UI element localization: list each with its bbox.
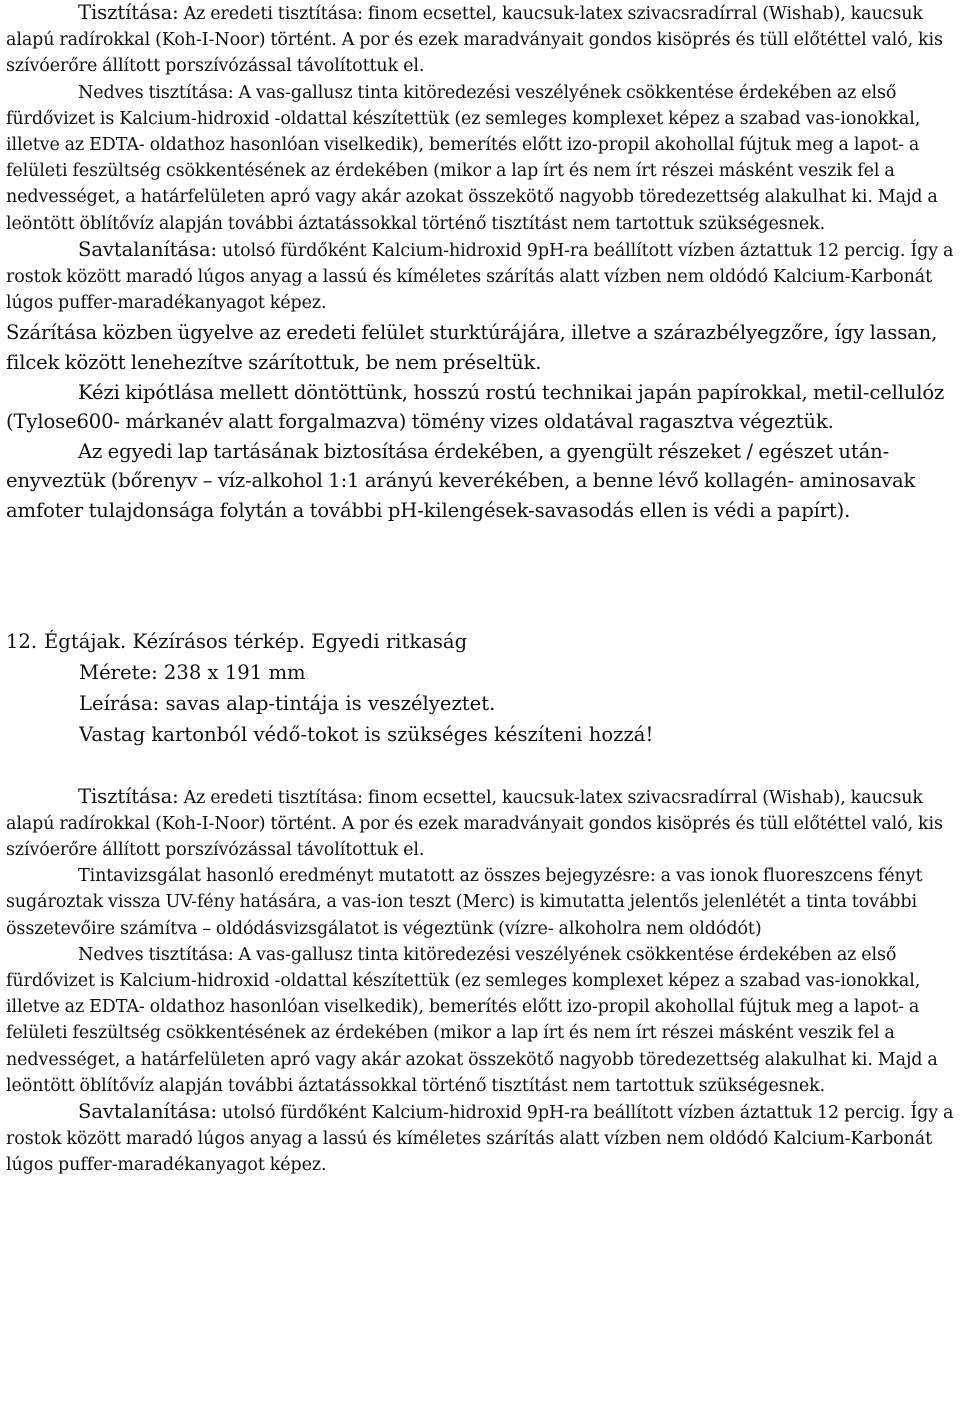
item-size: Mérete: 238 x 191 mm xyxy=(79,660,306,684)
ink-test-paragraph: Tintavizsgálat hasonló eredményt mutatott az összes bejegyzésre: a vas ionok fluoreszcens fényt sugároztak vissza UV-fény hatására, a vas-ion teszt (Merc) is kimutatta jelentős jelenlétét a tinta további összetevőire számítva – oldódásvizsgálatot is végeztünk (vízre- alkoholra nem oldódót) xyxy=(6,866,923,939)
wet-cleaning-paragraph: Nedves tisztítása: A vas-gallusz tinta kitöredezési veszélyének csökkentése érdekében az első fürdővizet is Kalcium-hidroxid -oldattal készítettük (ez semleges komplexet képez a szabad vas-ionokkal, illetve az EDTA- oldathoz hasonlóan viselkedik), bemerítés előtt izo-propil akohollal fújtuk meg a lapot- a felületi feszültség csökkentésének az érdekében (mikor a lap írt és nem írt részei másként veszik fel a nedvességet, a határfelületen apró vagy akár azokat összekötő nagyobb töredezettség alakulhat ki. Majd a leöntött öblítővíz alapján további áztatássokkal történő tisztítást nem tartottuk szükségesnek. xyxy=(6,82,938,234)
deacidification-label: Savtalanítása: xyxy=(78,237,218,261)
cleaning-label-2: Tisztítása: xyxy=(78,784,179,808)
cleaning-label: Tisztítása: xyxy=(78,1,179,24)
deacidification-paragraph xyxy=(6,237,954,317)
cleaning-paragraph xyxy=(6,0,954,80)
cleaning-text: Az eredeti tisztítása: finom ecsettel, kaucsuk-latex szivacsradírral (Wishab), kaucsuk alapú radírokkal (Koh-I-Noor) történt. A por és ezek maradványait gondos kisöprés és tüll előtéttel való, kis szívóerőre állított porszívózással távolítottuk el. xyxy=(6,4,943,77)
deacidification-text: utolsó fürdőként Kalcium-hidroxid 9pH-ra beállított vízben áztattuk 12 percig. Így a rostok között maradó lúgos anyag a lassú és kíméletes szárítás alatt vízben nem oldódó Kalcium-Karbonát lúgos puffer-maradékanyagot képez. xyxy=(6,240,954,314)
cleaning-paragraph-2 xyxy=(6,784,954,864)
document-page xyxy=(6,0,954,1179)
item-number: 12. xyxy=(6,629,38,653)
deacidification-text-2: utolsó fürdőként Kalcium-hidroxid 9pH-ra beállított vízben áztattuk 12 percig. Így a rostok között maradó lúgos anyag a lassú és kíméletes szárítás alatt vízben nem oldódó Kalcium-Karbonát lúgos puffer-maradékanyagot képez. xyxy=(6,1103,954,1176)
deacidification-label-2: Savtalanítása: xyxy=(78,1100,218,1124)
item-title: Égtájak. Kézírásos térkép. Egyedi ritkaság xyxy=(44,629,468,653)
item-heading xyxy=(6,626,954,657)
cleaning-text-2: Az eredeti tisztítása: finom ecsettel, kaucsuk-latex szivacsradírral (Wishab), kaucsuk alapú radírokkal (Koh-I-Noor) történt. A por és ezek maradványait gondos kisöprés és tüll előtéttel való, kis szívóerőre állított porszívózással távolítottuk el. xyxy=(6,787,943,860)
drying-paragraph: Szárítása közben ügyelve az eredeti felület sturktúrájára, illetve a szárazbélyegzőre, így lassan, filcek között lenehezítve szárítottuk, be nem préseltük. xyxy=(6,321,938,375)
deacidification-paragraph-2 xyxy=(6,1099,954,1179)
sizing-paragraph: Az egyedi lap tartásának biztosítása érdekében, a gyengült részeket / egészet után-enyveztük (bőrenyv – víz-alkohol 1:1 arányú keverékében, a benne lévő kollagén- aminosavak amfoter tulajdonsága folytán a további pH-kilengések-savasodás ellen is védi a papírt). xyxy=(6,439,916,522)
item-note: Vastag kartonból védő-tokot is szükséges készíteni hozzá! xyxy=(79,722,654,746)
item-description: Leírása: savas alap-tintája is veszélyeztet. xyxy=(79,691,496,715)
wet-cleaning-paragraph-2: Nedves tisztítása: A vas-gallusz tinta kitöredezési veszélyének csökkentése érdekében az első fürdővizet is Kalcium-hidroxid -oldattal készítettük (ez semleges komplexet képez a szabad vas-ionokkal, illetve az EDTA- oldathoz hasonlóan viselkedik), bemerítés előtt izo-propil akohollal fújtuk meg a lapot- a felületi feszültség csökkentésének az érdekében (mikor a lap írt és nem írt részei másként veszik fel a nedvességet, a határfelületen apró vagy akár azokat összekötő nagyobb töredezettség alakulhat ki. Majd a leöntött öblítővíz alapján további áztatássokkal történő tisztítást nem tartottuk szükségesnek. xyxy=(6,944,938,1096)
spacer xyxy=(6,750,954,784)
infill-paragraph: Kézi kipótlása mellett döntöttünk, hosszú rostú technikai japán papírokkal, metil-cellulóz (Tylose600- márkanév alatt forgalmazva) tömény vizes oldatával ragasztva végeztük. xyxy=(6,380,945,434)
spacer xyxy=(6,526,954,624)
